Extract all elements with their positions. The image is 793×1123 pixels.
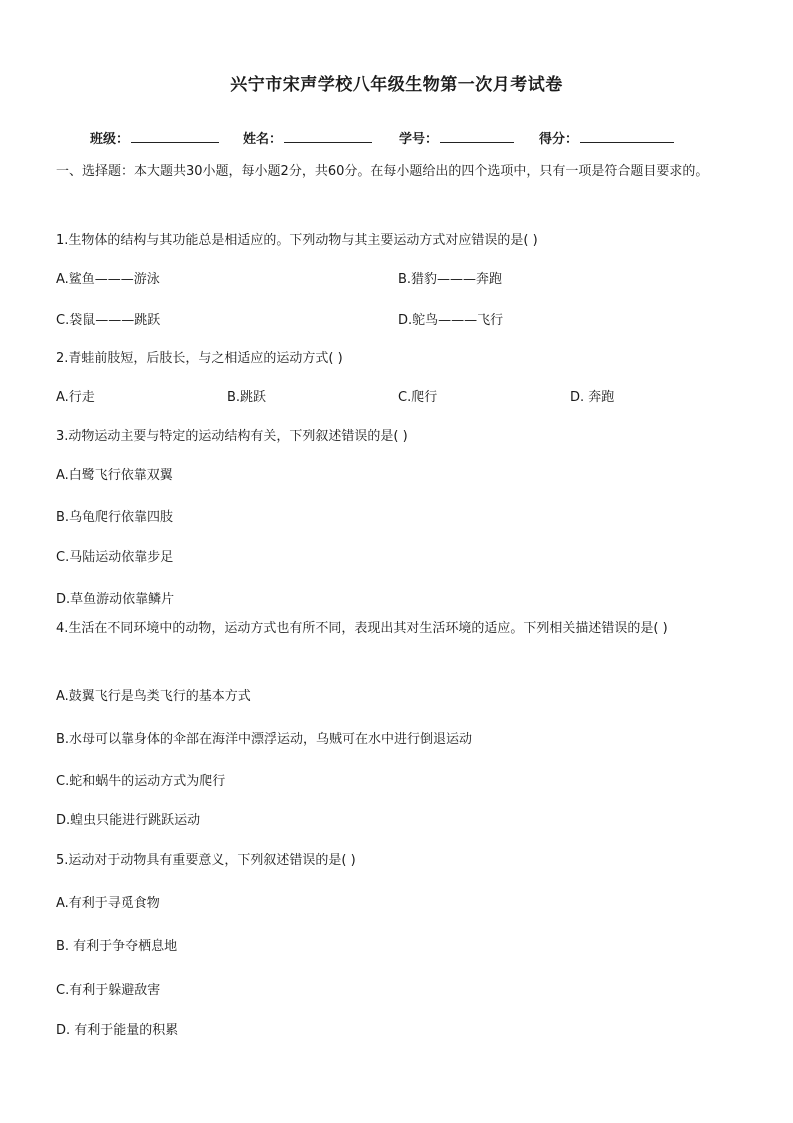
score-label: 得分： <box>539 132 579 147</box>
question-stem: 5.运动对于动物具有重要意义，下列叙述错误的是( ) <box>56 853 356 868</box>
score-blank[interactable] <box>580 128 674 143</box>
question-stem: 3.动物运动主要与特定的运动结构有关，下列叙述错误的是( ) <box>56 429 408 444</box>
class-blank[interactable] <box>131 128 219 143</box>
name-blank[interactable] <box>284 128 372 143</box>
option-c[interactable]: C.有利于躲避敌害 <box>56 983 161 998</box>
score-field <box>539 128 674 147</box>
class-field <box>90 128 219 147</box>
student-info-row <box>90 128 730 150</box>
section-instructions: 一、选择题：本大题共30小题，每小题2分，共60分。在每小题给出的四个选项中，只有一项是符合题目要求的。 <box>56 164 709 179</box>
option-b[interactable]: B.乌龟爬行依靠四肢 <box>56 510 174 525</box>
option-c[interactable]: C.袋鼠———跳跃 <box>56 313 161 328</box>
option-a[interactable]: A.白鹭飞行依靠双翼 <box>56 468 173 483</box>
option-b[interactable]: B.猎豹———奔跑 <box>398 272 503 287</box>
option-a[interactable]: A.鼓翼飞行是鸟类飞行的基本方式 <box>56 689 251 704</box>
exam-title: 兴宁市宋声学校八年级生物第一次月考试卷 <box>230 75 563 95</box>
option-b[interactable]: B.水母可以靠身体的伞部在海洋中漂浮运动，乌贼可在水中进行倒退运动 <box>56 732 473 747</box>
option-d[interactable]: D. 有利于能量的积累 <box>56 1023 179 1038</box>
student-id-label: 学号： <box>399 132 439 147</box>
option-b[interactable]: B. 有利于争夺栖息地 <box>56 939 178 954</box>
option-c[interactable]: C.爬行 <box>398 390 438 405</box>
student-id-field <box>399 128 514 147</box>
name-label: 姓名： <box>243 132 283 147</box>
option-c[interactable]: C.蛇和蜗牛的运动方式为爬行 <box>56 774 226 789</box>
question-stem: 4.生活在不同环境中的动物，运动方式也有所不同，表现出其对生活环境的适应。下列相关描述错误的是( ) <box>56 621 668 636</box>
option-a[interactable]: A.行走 <box>56 390 95 405</box>
question-stem: 2.青蛙前肢短，后肢长，与之相适应的运动方式( ) <box>56 351 343 366</box>
option-d[interactable]: D.鸵鸟———飞行 <box>398 313 504 328</box>
option-c[interactable]: C.马陆运动依靠步足 <box>56 550 174 565</box>
option-b[interactable]: B.跳跃 <box>227 390 267 405</box>
option-d[interactable]: D.蝗虫只能进行跳跃运动 <box>56 813 201 828</box>
option-a[interactable]: A.有利于寻觅食物 <box>56 896 160 911</box>
option-d[interactable]: D. 奔跑 <box>570 390 615 405</box>
option-a[interactable]: A.鲨鱼———游泳 <box>56 272 160 287</box>
question-stem: 1.生物体的结构与其功能总是相适应的。下列动物与其主要运动方式对应错误的是( ) <box>56 233 538 248</box>
student-id-blank[interactable] <box>440 128 514 143</box>
name-field <box>243 128 372 147</box>
class-label: 班级： <box>90 132 130 147</box>
option-d[interactable]: D.草鱼游动依靠鳞片 <box>56 592 175 607</box>
